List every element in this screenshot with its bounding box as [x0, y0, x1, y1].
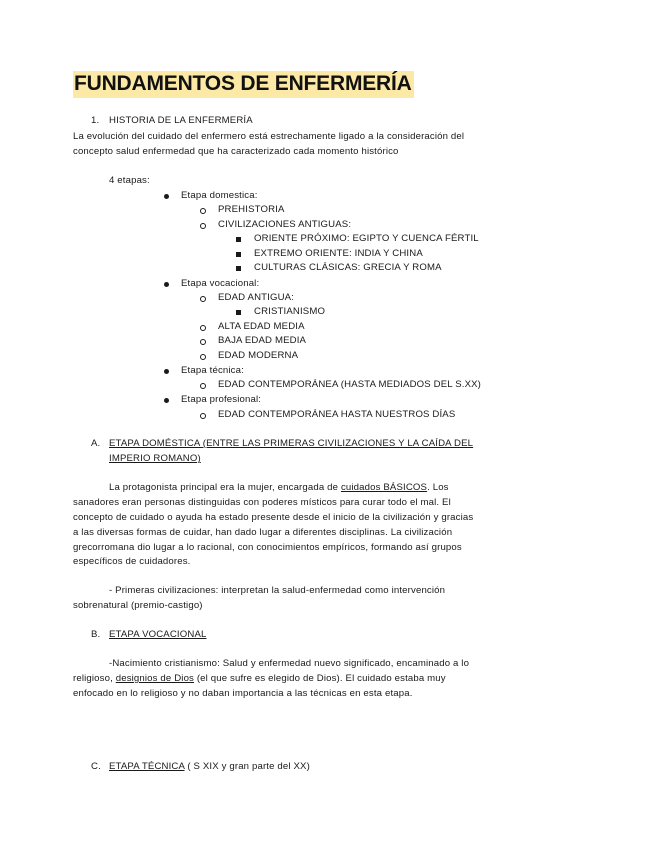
section-a-p2-line-1: - Primeras civilizaciones: interpretan la salud-enfermedad como intervención [109, 585, 446, 596]
outline-alta: ALTA EDAD MEDIA [218, 321, 305, 332]
outline-domestica: Etapa domestica: [181, 190, 258, 201]
outline-contemporanea-1: EDAD CONTEMPORÁNEA (HASTA MEDIADOS DEL S.XX) [218, 379, 482, 390]
section-c-heading-line [109, 760, 310, 774]
section-c-letter: C. [91, 761, 101, 772]
outline-baja: BAJA EDAD MEDIA [218, 335, 307, 346]
section-1-heading: HISTORIA DE LA ENFERMERÍA [109, 115, 253, 126]
section-a-p2-line-2: sobrenatural (premio-castigo) [73, 600, 203, 611]
section-a-p1-line-1 [109, 481, 449, 495]
bullet-square-icon [236, 310, 241, 315]
section-a-p1-line-5: grecorromana dio lugar a lo racional, con conocimientos empíricos, formando así grupos [73, 542, 462, 553]
cuidados-basicos-link[interactable]: cuidados BÁSICOS [340, 482, 428, 493]
text-span: religioso, [73, 673, 116, 684]
bullet-square-icon [236, 252, 241, 257]
intro-line-2: concepto salud enfermedad que ha caracterizado cada momento histórico [73, 146, 399, 157]
text-span: La protagonista principal era la mujer, encargada de [109, 482, 341, 493]
etapas-label: 4 etapas: [109, 175, 150, 186]
outline-culturas: CULTURAS CLÁSICAS: GRECIA Y ROMA [254, 262, 442, 273]
outline-civilizaciones: CIVILIZACIONES ANTIGUAS: [218, 219, 352, 230]
bullet-circle-icon [200, 296, 206, 302]
section-a-p1-line-2: sanadores eran personas distinguidas con poderes místicos para curar todo el mal. El [73, 497, 451, 508]
section-b-letter: B. [91, 629, 101, 640]
section-a-p1-line-3: concepto de cuidado o ayuda ha estado presente desde el inicio de la civilización y gracias [73, 512, 474, 523]
outline-moderna: EDAD MODERNA [218, 350, 299, 361]
outline-edad-antigua: EDAD ANTIGUA: [218, 292, 295, 303]
bullet-dot-icon [164, 282, 169, 287]
section-a-heading-line-1: ETAPA DOMÉSTICA (ENTRE LAS PRIMERAS CIVILIZACIONES Y LA CAÍDA DEL [109, 438, 474, 449]
section-b-p1-line-2 [73, 672, 446, 686]
intro-line-1: La evolución del cuidado del enfermero está estrechamente ligado a la consideración del [73, 131, 465, 142]
bullet-dot-icon [164, 194, 169, 199]
section-b-p1-line-3: enfocado en lo religioso y no daban importancia a las técnicas en esta etapa. [73, 688, 413, 699]
bullet-dot-icon [164, 398, 169, 403]
bullet-dot-icon [164, 369, 169, 374]
outline-extremo: EXTREMO ORIENTE: INDIA Y CHINA [254, 248, 423, 259]
bullet-circle-icon [200, 325, 206, 331]
bullet-circle-icon [200, 383, 206, 389]
outline-cristianismo: CRISTIANISMO [254, 306, 326, 317]
designios-de-dios-link[interactable]: designios de Dios [115, 673, 194, 684]
text-span: . Los [427, 482, 449, 493]
section-a-p1-line-4: a las diversas formas de cuidar, han dado lugar a diferentes disciplinas. La civilización [73, 527, 453, 538]
outline-profesional: Etapa profesional: [181, 394, 262, 405]
section-c-heading: ETAPA TÉCNICA [109, 761, 185, 772]
bullet-circle-icon [200, 354, 206, 360]
outline-oriente: ORIENTE PRÓXIMO: EGIPTO Y CUENCA FÉRTIL [254, 233, 479, 244]
bullet-square-icon [236, 266, 241, 271]
section-1-number: 1. [91, 115, 100, 126]
outline-tecnica: Etapa técnica: [181, 365, 244, 376]
section-a-heading-line-2: IMPERIO ROMANO) [109, 453, 201, 464]
section-b-p1-line-1: -Nacimiento cristianismo: Salud y enfermedad nuevo significado, encaminado a lo [109, 658, 470, 669]
bullet-square-icon [236, 237, 241, 242]
section-a-letter: A. [91, 438, 101, 449]
outline-contemporanea-2: EDAD CONTEMPORÁNEA HASTA NUESTROS DÍAS [218, 409, 456, 420]
bullet-circle-icon [200, 223, 206, 229]
bullet-circle-icon [200, 208, 206, 214]
section-b-heading: ETAPA VOCACIONAL [109, 629, 207, 640]
text-span: (el que sufre es elegido de Dios). El cuidado estaba muy [194, 673, 446, 684]
bullet-circle-icon [200, 413, 206, 419]
section-a-p1-line-6: específicos de cuidadores. [73, 556, 191, 567]
outline-vocacional: Etapa vocacional: [181, 278, 260, 289]
page-title: FUNDAMENTOS DE ENFERMERÍA [73, 71, 414, 98]
section-c-heading-post: ( S XIX y gran parte del XX) [184, 761, 310, 772]
outline-prehistoria: PREHISTORIA [218, 204, 285, 215]
bullet-circle-icon [200, 339, 206, 345]
